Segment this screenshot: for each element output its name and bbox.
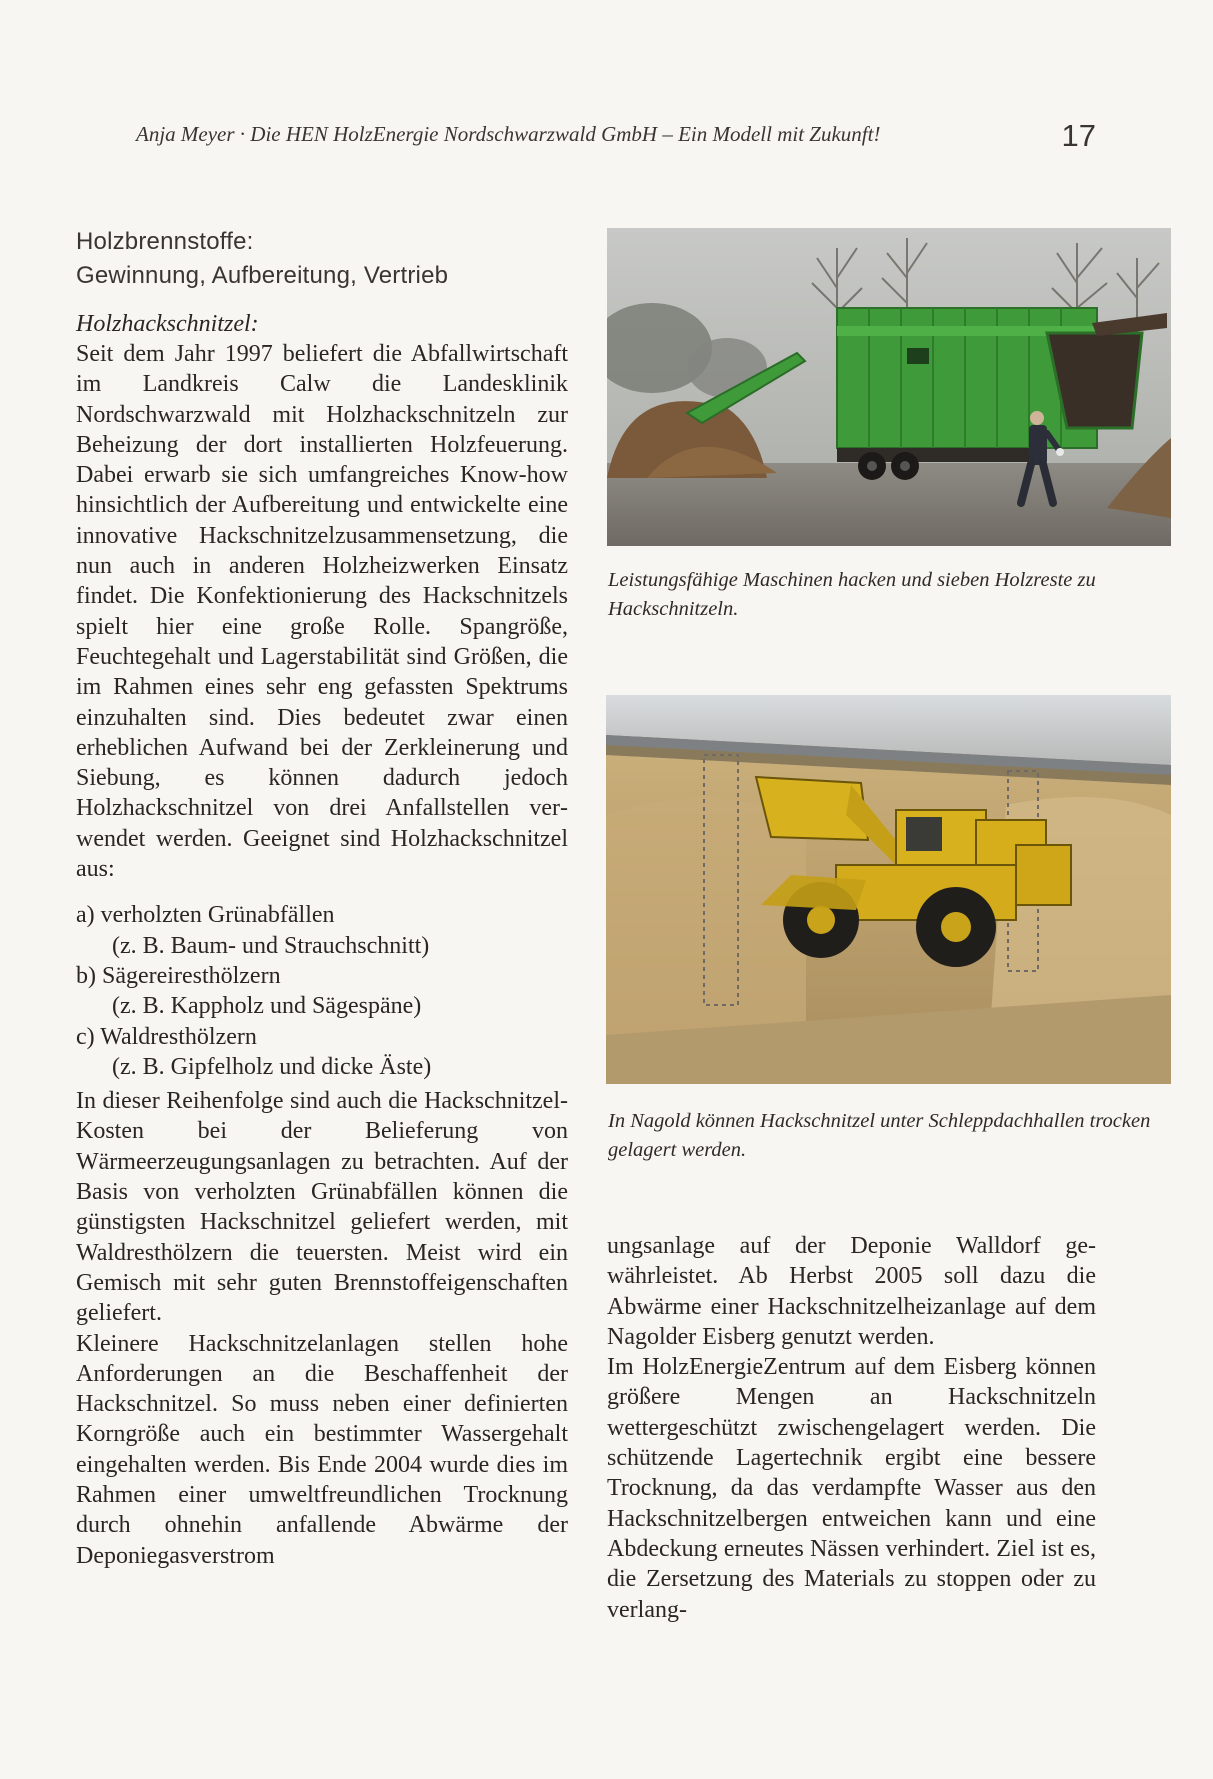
photo-wheel-loader [606,695,1171,1084]
list-item-detail: (z. B. Kappholz und Sägespäne) [112,993,422,1020]
list-item-detail: (z. B. Baum- und Strauchschnitt) [112,932,430,959]
paragraph-5: Im HolzEnergieZentrum auf dem Eisberg können größere Mengen an Hackschnitzeln wettergeschützt zwischengelagert werden. Die schützende Lagertechnik ergibt eine bessere Trocknung, da das verdampfte Wasser aus den Hackschnitzelbergen entweichen kann und eine Abdeckung erneutes Nässen verhindert. Ziel ist es, die Zersetzung des Materials zu stoppen oder zu verlang- [607,1354,1096,1623]
list-item-label: b) Sägereiresthölzern [76,962,281,989]
list-item [76,1022,568,1083]
list-item-detail: (z. B. Gipfelholz und dicke Äste) [112,1053,432,1080]
source-list [76,900,568,1082]
paragraph-4: ungsanlage auf der Deponie Walldorf gewährleistet. Ab Herbst 2005 soll dazu die Abwärme einer Hackschnitzelheizanlage auf dem Nagolder Eisberg genutzt werden. [607,1233,1096,1350]
running-title: Anja Meyer · Die HEN HolzEnergie Nordschwarzwald GmbH – Ein Modell mit Zukunft! [136,122,881,146]
paragraph-1: Seit dem Jahr 1997 beliefert die Abfallwirtschaft im Landkreis Calw die Landesklinik Nordschwarzwald mit Holzhackschnitzeln zur Beheizung der dort installierten Holzfeuerung. Dabei erwarb sie sich umfangreiches Know-how hinsichtlich der Aufbereitung und entwickelte eine innovative Hackschnitzelzusammensetzung, die nun auch in anderen Holzheizwerken Einsatz findet. Die Konfektionierung des Hackschnitzels spielt hier eine große Rolle. Spangröße, Feuchtegehalt und Lagerstabilität sind Größen, die im Rahmen eines sehr eng gefassten Spektrums einzuhalten sind. Dies bedeutet zwar einen erheblichen Aufwand bei der Zerkleinerung und Siebung, es können dadurch jedoch Holzhackschnitzel von drei Anfallstellen verwendet werden. Geeignet sind Holzhackschnitzel aus: [76,341,568,883]
paragraph-3: Kleinere Hackschnitzelanlagen stellen hohe Anforderungen an die Beschaffenheit der Hackschnitzel. So muss neben einer definierten Korngröße auch ein bestimmter Wassergehalt eingehalten werden. Bis Ende 2004 wurde dies im Rahmen einer umweltfreundlichen Trocknung durch ohnehin anfallende Abwärme der Deponiegasverstrom [76,1330,568,1569]
section-heading-line1: Holzbrennstoffe: [76,228,254,255]
list-item-label: c) Waldresthölzern [76,1023,257,1050]
wheel-loader-illustration [606,695,1171,1084]
list-item [76,900,568,961]
left-column [76,225,568,1571]
section-heading-line2: Gewinnung, Aufbereitung, Vertrieb [76,262,449,289]
subheading: Holzhackschnitzel: [76,311,259,337]
paragraph-2: In dieser Reihenfolge sind auch die Hackschnitzel-Kosten bei der Belieferung von Wärmeerzeugungsanlagen zu betrachten. Auf der Basis von verholzten Grünabfällen können die günstigsten Hackschnitzel geliefert werden, mit Waldresthölzern die teuersten. Meist wird ein Gemisch mit sehr guten Brennstoffeigenschaften geliefert. [76,1088,568,1327]
photo-chipping-machine [607,228,1171,546]
right-column [607,1231,1096,1625]
list-item-label: a) verholzten Grünabfällen [76,902,335,929]
page-number: 17 [1061,118,1096,153]
running-header [136,118,1096,154]
chipping-machine-illustration [607,228,1171,546]
list-item [76,961,568,1022]
figure-1-caption: Leistungsfähige Maschinen hacken und sieben Holzreste zu Hackschnitzeln. [608,569,1096,620]
figure-2-caption: In Nagold können Hackschnitzel unter Schleppdachhallen trocken gelagert werden. [608,1110,1151,1161]
section-heading [76,225,568,293]
